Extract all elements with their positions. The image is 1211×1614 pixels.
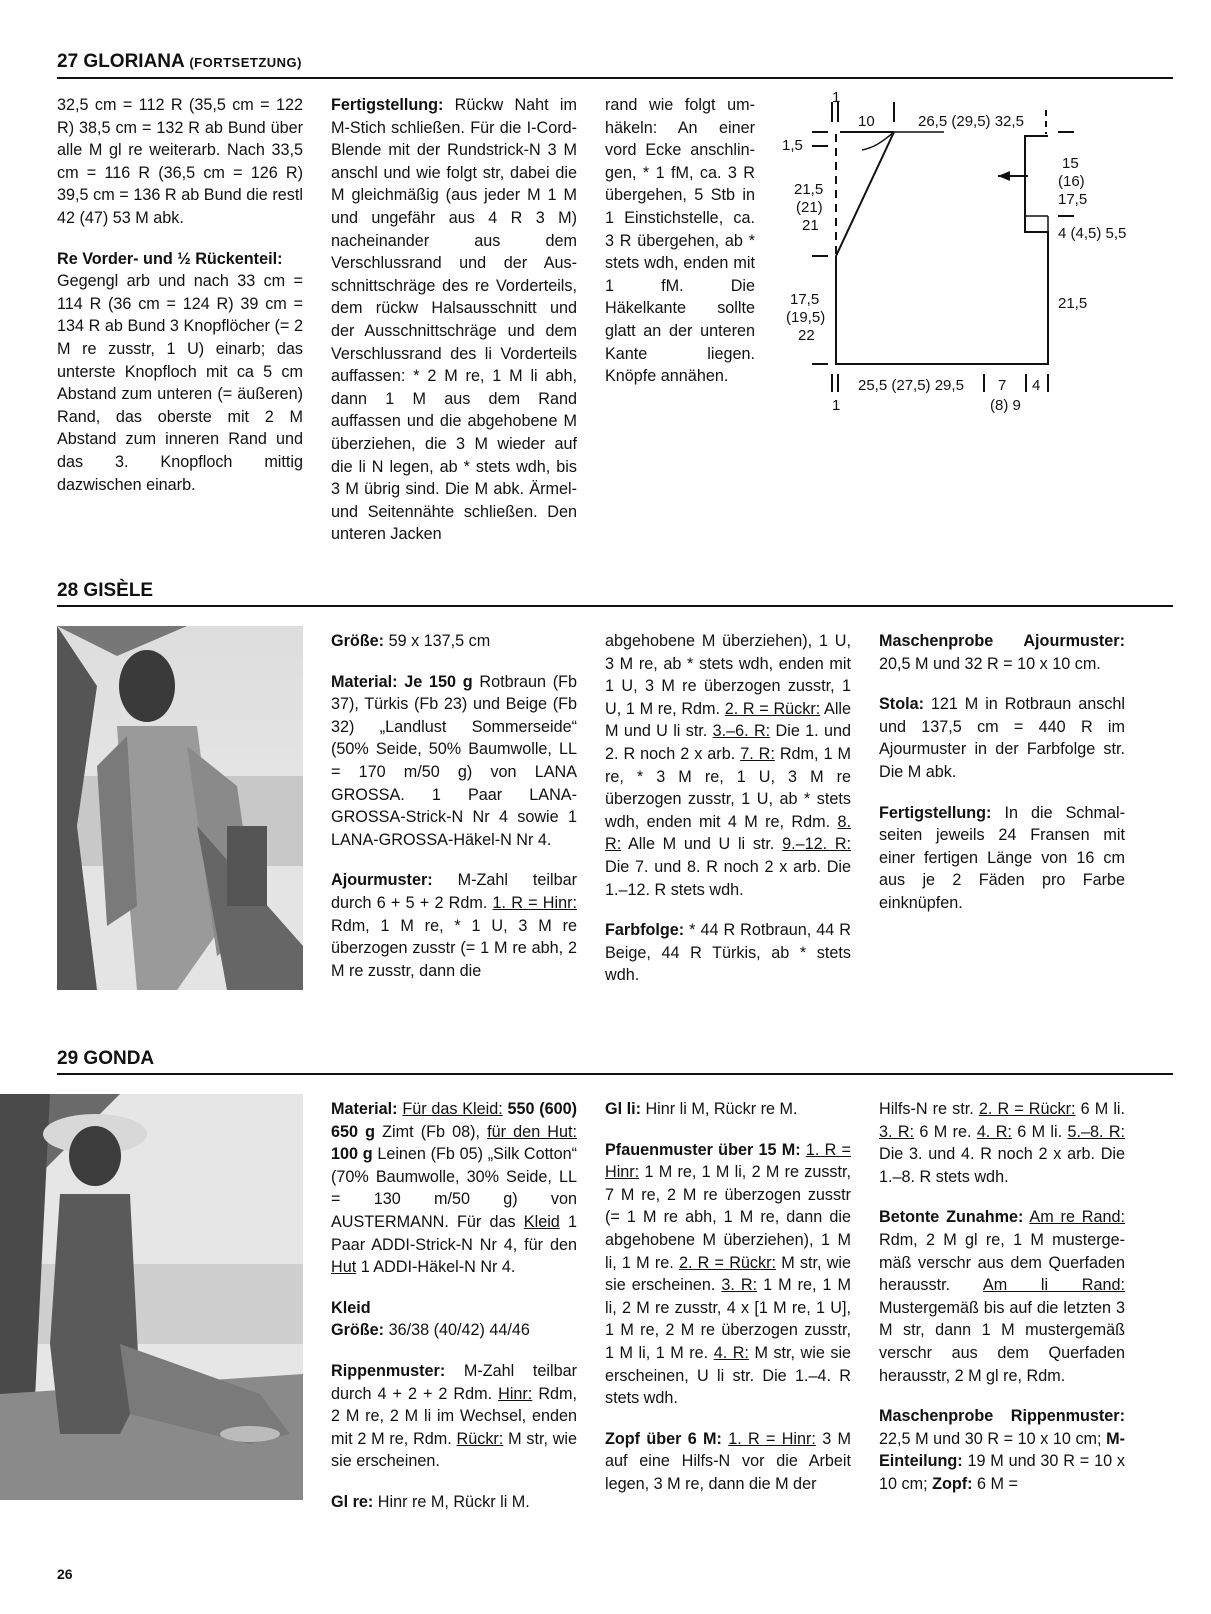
s28-stola-value: 121 M in Rotbraun anschl und 137,5 cm = 440 R im Ajourmuster in der Farbfolge str. Die M abk. xyxy=(879,695,1126,781)
s28-groesse-value: 59 x 137,5 cm xyxy=(388,632,491,650)
s29-c4-row3: 3. R: xyxy=(879,1122,915,1141)
dim-bottom-4: 4 xyxy=(1032,377,1041,394)
s29-mp-text2: 19 M und 30 R = 10 x 10 cm; xyxy=(879,1452,1125,1493)
s29-pfau-row4: 4. R: xyxy=(713,1343,749,1362)
s27-col1-para1: 32,5 cm = 112 R (35,5 cm = 122 R) 38,5 cm = 132 R ab Bund über alle M gl re weiterarb. Nach 33,5 cm = 116 R (36,5 cm = 126 R) 39,5 cm = 136 R ab Bund die restl 42 (47) 53 M abk. xyxy=(57,96,303,227)
schematic-diagram xyxy=(770,88,1170,428)
dim-bottom-1: 1 xyxy=(832,397,841,414)
s28-fert-label: Fertigstellung: xyxy=(879,803,992,822)
s28-c2-text2: Alle M und U li str. xyxy=(605,699,852,741)
dim-right-15c: 17,5 xyxy=(1058,191,1088,208)
dim-left-21a: 21,5 xyxy=(794,181,824,198)
s28-c2-text6: Die 7. und 8. R noch 2 x arb. Die 1.–12. R stets wdh. xyxy=(605,857,851,899)
s28-c2-text5: Alle M und U li str. xyxy=(628,835,775,854)
section-28-name: 28 GISÈLE xyxy=(57,580,154,601)
s28-ajour-value2: Rdm, 1 M re, * 1 U, 3 M re überzogen zusstr (= 1 M re abh, 2 M re zusstr, dann die xyxy=(331,916,577,980)
s29-zun-text1: Rdm, 2 M gl re, 1 M mustergemäß verschr aus dem Querfaden herausstr. xyxy=(879,1230,1125,1295)
s28-column-1 xyxy=(331,630,577,1000)
dim-right-15b: (16) xyxy=(1058,173,1085,190)
s28-ajour-value1: M-Zahl teilbar durch 6 + 5 + 2 Rdm. xyxy=(331,871,577,912)
s27-col1-heading: Re Vorder- und ½ Rückenteil: xyxy=(57,249,283,268)
s29-kleid-heading: Kleid xyxy=(331,1298,371,1317)
s29-glre-value: Hinr re M, Rückr li M. xyxy=(377,1492,530,1511)
s28-material-label: Material: Je 150 g xyxy=(331,672,473,691)
s27-col3-text: rand wie folgt umhäkeln: An einer vord Ecke anschlingen, * 1 fM, ca. 3 R übergehen, 5 Stb in 1 Einstichstelle, ca. 3 R übergehen, ab * stets wdh, enden mit 1 fM. Die Häkelkante sollte glatt an der unteren Kante liegen. Knöpfe annähen. xyxy=(605,96,755,386)
dim-top-1: 1 xyxy=(832,89,841,106)
s28-material-value: Rotbraun (Fb 37), Türkis (Fb 23) und Beige (Fb 32) „Landlust Sommerseide“ (50% Seide, 50% Baumwolle, LL = 170 m/50 g) von LANA GROSSA. 1 Paar LANA-GROSSA-Strick-N Nr 4 sowie 1 LANA-GROSSA-Häkel-N Nr 4. xyxy=(331,672,577,849)
s29-mat-text1: Zimt (Fb 08), xyxy=(382,1122,481,1141)
s29-pfau-label: Pfauenmuster über 15 M: xyxy=(605,1140,801,1159)
s29-mat-text4: 1 ADDI-Häkel-N Nr 4. xyxy=(360,1258,516,1277)
s29-rip-hinr: Hinr: xyxy=(498,1384,533,1403)
dim-top-width: 26,5 (29,5) 32,5 xyxy=(918,113,1024,130)
s29-pfau-text3: 1 M re, 1 M li, 2 M re zusstr, 4 x [1 M re, 1 U], 1 M re, 2 M re überzogen zusstr, 1 M li, 1 M re. xyxy=(605,1276,852,1362)
s28-c2-text1: abgehobene M überziehen), 1 U, 3 M re, ab * stets wdh, enden mit 1 U, 3 M re überzogen zusstr, 1 U, 1 M re, Rdm. xyxy=(605,632,851,718)
s28-c2-text4: Rdm, 1 M re, * 3 M re, 1 U, 3 M re überzogen zusstr, 1 U, ab * stets wdh, enden mit 4 M re, Rdm. xyxy=(605,744,851,831)
s29-zopf-label: Zopf über 6 M: xyxy=(605,1429,722,1448)
page-number: 26 xyxy=(57,1566,73,1582)
s28-c2-row8: 8. R: xyxy=(605,812,852,854)
s29-zun-lirand: Am li Rand: xyxy=(982,1276,1125,1295)
s29-mat-label: Material: xyxy=(331,1100,398,1118)
s29-zun-rerand: Am re Rand: xyxy=(1029,1208,1125,1227)
dim-left-17a: 17,5 xyxy=(790,291,820,308)
s29-zopf-text1: 3 M auf eine Hilfs-N vor die Arbeit legen, 3 M re, dann die M der xyxy=(605,1429,851,1493)
s28-farb-label: Farbfolge: xyxy=(605,921,685,940)
s29-glli-label: Gl li: xyxy=(605,1100,641,1118)
s29-mat-text2: Leinen (Fb 05) „Silk Cotton“ (70% Baumwolle, 30% Seide, LL = 130 m/50 g) von AUSTERMANN. Für das xyxy=(331,1145,577,1231)
s29-pfau-row1: 1. R = Hinr: xyxy=(605,1140,851,1182)
dim-right-15a: 15 xyxy=(1062,155,1079,172)
s28-groesse-label: Größe: xyxy=(331,632,385,650)
s29-c4-row5: 5.–8. R: xyxy=(1067,1122,1126,1141)
s29-column-2 xyxy=(605,1098,851,1514)
s29-c4-text1: Hilfs-N re str. xyxy=(879,1100,974,1118)
s28-mp-label: Maschenprobe Ajourmuster: xyxy=(879,632,1125,650)
s29-c4-text3: 6 M re. xyxy=(919,1122,972,1141)
s29-pfau-row3: 3. R: xyxy=(721,1276,758,1295)
s29-c4-row4: 4. R: xyxy=(976,1122,1012,1141)
s29-column-1 xyxy=(331,1098,577,1532)
s27-col2-text: Rückw Naht im M-Stich schließen. Für die I-Cord-Blende mit der Rundstrick-N 3 M anschl und wie folgt str, dabei die M gleichmäßig (aus jeder M 1 M und ungefähr aus 4 R 3 M) nacheinander aus dem Verschlussrand und der Ausschnittschräge des re Vorderteils, dem rückw Halsausschnitt und der Ausschnittschräge und dem Verschlussrand des li Vorderteils auffassen: * 2 M re, 1 M li abh, dann 1 M aus dem Rand auffassen und die abgehobene M überziehen, die 3 M wieder auf die li N legen, ab * stets wdh, bis 3 M übrig sind. Die M abk. Ärmel- und Seitennähte schließen. Den unteren Jacken xyxy=(331,96,578,544)
dim-bottom-7: 7 xyxy=(998,377,1007,394)
s28-c2-row2: 2. R = Rückr: xyxy=(724,699,821,718)
s29-rip-text2: Rdm, 2 M re, 2 M li im Wechsel, enden mit 2 M re, Rdm. xyxy=(331,1384,578,1448)
s28-column-2 xyxy=(605,630,851,1005)
s27-column-2 xyxy=(331,94,577,564)
s29-c4-text5: Die 3. und 4. R noch 2 x arb. Die 1.–8. R stets wdh. xyxy=(879,1145,1125,1186)
s29-glli-value: Hinr li M, Rückr re M. xyxy=(645,1100,798,1118)
s29-pfau-text4: M str, wie sie erscheinen, U li str. Die 1.–4. R stets wdh. xyxy=(605,1343,852,1408)
s28-c2-row3: 3.–6. R: xyxy=(712,722,771,741)
s29-mat-hut2: Hut xyxy=(331,1258,357,1277)
s29-pfau-text2: M str, wie sie erscheinen. xyxy=(605,1253,852,1295)
dim-top-10: 10 xyxy=(858,113,875,130)
s29-zun-label: Betonte Zunahme: xyxy=(879,1208,1024,1227)
s28-column-3 xyxy=(879,630,1125,933)
s29-rip-label: Rippenmuster: xyxy=(331,1361,446,1380)
s29-pfau-text1: 1 M re, 1 M li, 2 M re zusstr, 7 M re, 2 M re überzogen zusstr (= 1 M re abh, 1 M re, dann die abgehobene M überziehen), 1 M li, 1 M re. xyxy=(605,1163,852,1272)
s29-c4-row2: 2. R = Rückr: xyxy=(978,1100,1076,1118)
s29-mp-einteilung: M-Einteilung: xyxy=(879,1429,1126,1471)
s29-mp-text1: 22,5 M und 30 R = 10 x 10 cm; xyxy=(879,1429,1102,1448)
s28-farb-value: * 44 R Rotbraun, 44 R Beige, 44 R Türkis, ab * stets wdh. xyxy=(605,921,851,985)
s29-mat-kleid2: Kleid xyxy=(523,1212,560,1231)
s28-c2-row7: 7. R: xyxy=(740,744,775,763)
s29-rip-text1: M-Zahl teilbar durch 4 + 2 + 2 Rdm. xyxy=(331,1361,577,1403)
section-27-subtitle: (FORTSETZUNG) xyxy=(189,55,302,70)
dim-left-15: 1,5 xyxy=(782,137,803,154)
s27-col2-heading: Fertigstellung: xyxy=(331,96,444,114)
s29-pfau-row2: 2. R = Rückr: xyxy=(678,1253,776,1272)
s27-column-1 xyxy=(57,94,303,514)
dim-left-21b: (21) xyxy=(796,199,823,216)
s28-mp-value: 20,5 M und 32 R = 10 x 10 cm. xyxy=(879,654,1101,673)
s27-column-3 xyxy=(605,94,755,406)
section-29-title xyxy=(57,1047,1173,1075)
dim-left-17c: 22 xyxy=(798,327,815,344)
dim-left-17b: (19,5) xyxy=(786,309,826,326)
s29-mp-text3: 6 M = xyxy=(977,1474,1018,1493)
s29-mat-text3: 1 Paar ADDI-Strick-N Nr 4, für den xyxy=(331,1212,578,1254)
s29-rip-rueckr: Rückr: xyxy=(456,1429,504,1448)
s28-c2-text3: Die 1. und 2. R noch 2 x arb. xyxy=(605,722,852,763)
s29-mat-amount2: 100 g xyxy=(331,1145,373,1164)
dim-bottom-89: (8) 9 xyxy=(990,397,1021,414)
section-29-name: 29 GONDA xyxy=(57,1048,155,1069)
s29-groesse-value: 36/38 (40/42) 44/46 xyxy=(388,1321,530,1340)
s29-mp-zopf: Zopf: xyxy=(932,1474,973,1493)
dim-left-21c: 21 xyxy=(802,217,819,234)
section-28-title xyxy=(57,579,1173,607)
s29-mat-hut: für den Hut: xyxy=(487,1122,577,1141)
gonda-photo xyxy=(0,1094,303,1500)
s29-mp-label: Maschenprobe Rippenmuster: xyxy=(879,1407,1125,1426)
s29-glre-label: Gl re: xyxy=(331,1492,374,1511)
s27-col1-para2: Gegengl arb und nach 33 cm = 114 R (36 cm = 124 R) 39 cm = 134 R ab Bund 3 Knopflöcher (= 2 M re zusstr, 1 U) einarb; das unterste Knopfloch mit ca 5 cm Abstand zum unteren (= äußeren) Rand, das oberste mit 2 M Abstand zum inneren Rand und das 3. Knopfloch mittig dazwischen einarb. xyxy=(57,272,303,494)
dim-right-4: 4 (4,5) 5,5 xyxy=(1058,225,1127,242)
s29-mat-amount: 550 (600) 650 g xyxy=(331,1100,577,1141)
s29-mat-kleid: Für das Kleid: xyxy=(402,1100,503,1118)
s29-zun-text2: Mustergemäß bis auf die letzten 3 M str, dann 1 M mustergemäß verschr aus dem Querfaden herausstr, 2 M gl re, Rdm. xyxy=(879,1298,1125,1385)
dim-bottom-width: 25,5 (27,5) 29,5 xyxy=(858,377,964,394)
s28-fert-value: In die Schmalseiten jeweils 24 Fransen mit einer fertigen Länge von 16 cm aus je 2 Fäden pro Farbe einknüpfen. xyxy=(879,803,1126,912)
dim-right-215: 21,5 xyxy=(1058,295,1088,312)
s29-groesse-label: Größe: xyxy=(331,1321,385,1340)
s29-rip-text3: M str, wie sie erscheinen. xyxy=(331,1429,578,1471)
s28-ajour-label: Ajourmuster: xyxy=(331,871,433,890)
s28-ajour-row1: 1. R = Hinr: xyxy=(492,893,577,912)
section-27-title xyxy=(57,50,1173,79)
s28-stola-label: Stola: xyxy=(879,695,924,714)
gisele-photo xyxy=(57,626,303,990)
s29-column-3 xyxy=(879,1098,1125,1514)
section-27-name: 27 GLORIANA xyxy=(57,51,185,72)
s29-zopf-row1: 1. R = Hinr: xyxy=(728,1429,816,1448)
s29-c4-text2: 6 M li. xyxy=(1080,1100,1126,1118)
s28-c2-row9: 9.–12. R: xyxy=(782,835,852,854)
s29-c4-text4: 6 M li. xyxy=(1017,1122,1063,1141)
